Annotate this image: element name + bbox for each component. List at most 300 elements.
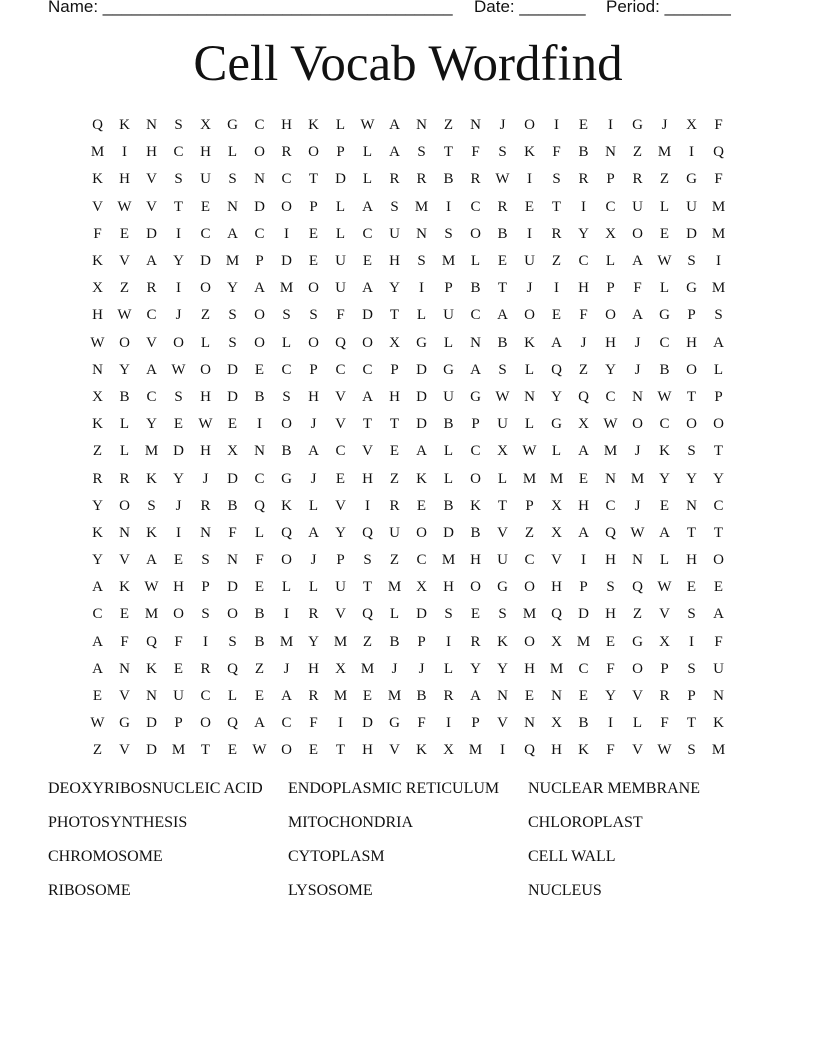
grid-letter[interactable]: J [310,552,317,569]
grid-letter[interactable]: M [144,606,159,623]
grid-letter[interactable]: Q [281,524,292,541]
grid-letter[interactable]: X [686,117,697,134]
grid-letter[interactable]: L [281,334,292,351]
grid-letter[interactable]: R [200,497,211,514]
grid-letter[interactable]: M [387,688,402,705]
grid-letter[interactable]: H [119,171,130,188]
grid-letter[interactable]: K [146,470,157,487]
grid-letter[interactable]: W [495,388,510,405]
grid-letter[interactable]: P [336,552,345,569]
grid-letter[interactable]: U [443,307,454,324]
period-field[interactable]: Period: _______ [606,0,731,16]
grid-letter[interactable]: T [686,524,697,541]
grid-letter[interactable]: A [362,198,373,215]
grid-letter[interactable]: N [146,688,157,705]
grid-letter[interactable]: Q [713,144,724,161]
grid-letter[interactable]: K [92,524,103,541]
grid-letter[interactable]: K [416,470,427,487]
grid-letter[interactable]: L [227,144,238,161]
grid-letter[interactable]: C [470,198,481,215]
grid-letter[interactable]: I [527,225,532,242]
grid-letter[interactable]: S [417,253,426,270]
grid-letter[interactable]: Z [389,552,400,569]
grid-letter[interactable]: L [308,497,319,514]
grid-letter[interactable]: N [146,117,157,134]
grid-letter[interactable]: R [443,688,454,705]
grid-letter[interactable]: N [119,660,130,677]
grid-letter[interactable]: P [255,253,264,270]
grid-letter[interactable]: A [578,443,589,460]
grid-letter[interactable]: G [659,307,670,324]
grid-letter[interactable]: B [416,688,427,705]
grid-letter[interactable]: A [470,361,481,378]
grid-letter[interactable]: S [552,171,561,188]
grid-letter[interactable]: E [335,470,346,487]
grid-letter[interactable]: O [713,416,724,433]
grid-letter[interactable]: C [713,497,724,514]
grid-letter[interactable]: M [387,579,402,596]
grid-letter[interactable]: K [92,416,103,433]
grid-letter[interactable]: B [443,416,454,433]
grid-letter[interactable]: V [551,552,562,569]
grid-letter[interactable]: R [389,497,400,514]
grid-letter[interactable]: W [198,416,213,433]
grid-letter[interactable]: W [117,307,132,324]
grid-letter[interactable]: E [389,443,400,460]
grid-letter[interactable]: E [254,579,265,596]
grid-letter[interactable]: B [281,443,292,460]
grid-letter[interactable]: L [389,606,400,623]
grid-letter[interactable]: G [443,361,454,378]
grid-letter[interactable]: D [146,742,157,759]
grid-letter[interactable]: I [446,198,451,215]
grid-letter[interactable]: C [659,334,670,351]
grid-letter[interactable]: D [227,361,238,378]
grid-letter[interactable]: W [657,253,672,270]
grid-letter[interactable]: G [497,579,508,596]
grid-letter[interactable]: E [308,742,319,759]
grid-letter[interactable]: J [283,660,290,677]
grid-letter[interactable]: C [146,388,157,405]
grid-letter[interactable]: L [443,470,454,487]
grid-letter[interactable]: J [310,470,317,487]
grid-letter[interactable]: F [606,660,615,677]
grid-letter[interactable]: H [605,334,616,351]
grid-letter[interactable]: K [524,144,535,161]
grid-letter[interactable]: O [119,334,130,351]
grid-letter[interactable]: M [333,688,348,705]
grid-letter[interactable]: E [119,606,130,623]
grid-letter[interactable]: R [146,280,157,297]
grid-letter[interactable]: C [470,307,481,324]
grid-letter[interactable]: K [416,742,427,759]
grid-letter[interactable]: B [470,280,481,297]
grid-letter[interactable]: N [416,117,427,134]
grid-letter[interactable]: V [335,497,346,514]
grid-letter[interactable]: X [578,416,589,433]
grid-letter[interactable]: K [308,117,319,134]
grid-letter[interactable]: A [92,633,103,650]
grid-letter[interactable]: A [254,715,265,732]
grid-letter[interactable]: M [360,660,375,677]
grid-letter[interactable]: M [144,443,159,460]
grid-letter[interactable]: Y [497,660,508,677]
grid-letter[interactable]: S [201,606,210,623]
grid-letter[interactable]: C [416,552,427,569]
grid-letter[interactable]: L [659,280,670,297]
grid-letter[interactable]: J [634,497,641,514]
grid-letter[interactable]: U [524,253,535,270]
grid-letter[interactable]: V [119,742,130,759]
grid-letter[interactable]: F [93,225,102,242]
grid-letter[interactable]: H [605,552,616,569]
grid-letter[interactable]: L [497,470,508,487]
grid-letter[interactable]: M [576,633,591,650]
grid-letter[interactable]: O [362,334,373,351]
grid-letter[interactable]: E [362,253,373,270]
grid-letter[interactable]: H [92,307,103,324]
grid-letter[interactable]: Q [92,117,103,134]
grid-letter[interactable]: A [92,579,103,596]
grid-letter[interactable]: H [200,443,211,460]
grid-letter[interactable]: I [608,715,613,732]
grid-letter[interactable]: J [634,443,641,460]
grid-letter[interactable]: O [173,334,184,351]
grid-letter[interactable]: F [606,742,615,759]
grid-letter[interactable]: B [578,715,589,732]
grid-letter[interactable]: J [310,416,317,433]
grid-letter[interactable]: S [444,225,453,242]
grid-letter[interactable]: R [119,470,130,487]
grid-letter[interactable]: R [281,144,292,161]
grid-letter[interactable]: K [470,497,481,514]
grid-letter[interactable]: D [254,198,265,215]
grid-letter[interactable]: S [498,144,507,161]
grid-letter[interactable]: V [632,688,643,705]
grid-letter[interactable]: D [173,443,184,460]
grid-letter[interactable]: H [686,552,697,569]
grid-letter[interactable]: L [416,307,427,324]
grid-letter[interactable]: M [549,660,564,677]
grid-letter[interactable]: V [632,742,643,759]
grid-letter[interactable]: C [92,606,103,623]
grid-letter[interactable]: B [659,361,670,378]
grid-letter[interactable]: C [281,361,292,378]
grid-letter[interactable]: J [634,334,641,351]
grid-letter[interactable]: H [578,280,589,297]
grid-letter[interactable]: F [174,633,183,650]
grid-letter[interactable]: F [714,633,723,650]
grid-letter[interactable]: V [659,606,670,623]
grid-letter[interactable]: B [470,524,481,541]
grid-letter[interactable]: P [687,688,696,705]
grid-letter[interactable]: P [336,144,345,161]
grid-letter[interactable]: V [335,388,346,405]
grid-letter[interactable]: O [524,117,535,134]
grid-letter[interactable]: F [255,552,264,569]
grid-letter[interactable]: O [524,579,535,596]
grid-letter[interactable]: D [227,388,238,405]
grid-letter[interactable]: M [90,144,105,161]
grid-letter[interactable]: I [338,715,343,732]
grid-letter[interactable]: I [500,742,505,759]
grid-letter[interactable]: H [389,388,400,405]
grid-letter[interactable]: N [713,688,724,705]
grid-letter[interactable]: R [659,688,670,705]
grid-letter[interactable]: H [362,470,373,487]
grid-letter[interactable]: F [714,117,723,134]
grid-letter[interactable]: E [254,361,265,378]
grid-letter[interactable]: D [416,388,427,405]
grid-letter[interactable]: H [281,117,292,134]
grid-letter[interactable]: X [389,334,400,351]
grid-letter[interactable]: R [308,606,319,623]
grid-letter[interactable]: S [228,307,237,324]
grid-letter[interactable]: U [632,198,643,215]
grid-letter[interactable]: F [228,524,237,541]
grid-letter[interactable]: Q [335,334,346,351]
grid-letter[interactable]: Y [92,497,103,514]
grid-letter[interactable]: M [441,552,456,569]
grid-letter[interactable]: C [146,307,157,324]
grid-letter[interactable]: U [497,416,508,433]
grid-letter[interactable]: I [554,280,559,297]
grid-letter[interactable]: U [335,579,346,596]
grid-letter[interactable]: A [551,334,562,351]
grid-letter[interactable]: A [713,334,724,351]
grid-letter[interactable]: B [254,633,265,650]
grid-letter[interactable]: P [201,579,210,596]
grid-letter[interactable]: O [200,280,211,297]
grid-letter[interactable]: A [713,606,724,623]
grid-letter[interactable]: U [713,660,724,677]
grid-letter[interactable]: O [416,524,427,541]
grid-letter[interactable]: N [119,524,130,541]
grid-letter[interactable]: A [92,660,103,677]
grid-letter[interactable]: T [389,416,400,433]
grid-letter[interactable]: W [171,361,186,378]
grid-letter[interactable]: Y [578,225,589,242]
grid-letter[interactable]: S [282,307,291,324]
grid-letter[interactable]: Y [119,361,130,378]
grid-letter[interactable]: I [581,198,586,215]
grid-letter[interactable]: C [200,688,211,705]
grid-letter[interactable]: O [254,144,265,161]
grid-letter[interactable]: B [443,497,454,514]
grid-letter[interactable]: I [419,280,424,297]
grid-letter[interactable]: S [687,443,696,460]
grid-letter[interactable]: N [227,198,238,215]
grid-letter[interactable]: A [308,524,319,541]
grid-letter[interactable]: E [659,497,670,514]
grid-letter[interactable]: D [362,715,373,732]
grid-letter[interactable]: O [524,633,535,650]
grid-letter[interactable]: U [335,253,346,270]
grid-letter[interactable]: C [200,225,211,242]
grid-letter[interactable]: V [497,715,508,732]
grid-letter[interactable]: D [227,470,238,487]
grid-letter[interactable]: I [203,633,208,650]
grid-letter[interactable]: G [686,171,697,188]
grid-letter[interactable]: V [362,443,373,460]
grid-letter[interactable]: N [227,552,238,569]
grid-letter[interactable]: T [362,416,373,433]
grid-letter[interactable]: G [389,715,400,732]
grid-letter[interactable]: E [227,742,238,759]
grid-letter[interactable]: P [417,633,426,650]
grid-letter[interactable]: U [389,225,400,242]
grid-letter[interactable]: A [470,688,481,705]
grid-letter[interactable]: Y [227,280,238,297]
grid-letter[interactable]: S [606,579,615,596]
grid-letter[interactable]: I [554,117,559,134]
grid-letter[interactable]: D [443,524,454,541]
grid-letter[interactable]: C [605,497,616,514]
grid-letter[interactable]: A [497,307,508,324]
grid-letter[interactable]: I [122,144,127,161]
grid-letter[interactable]: H [308,660,319,677]
grid-letter[interactable]: L [335,198,346,215]
grid-letter[interactable]: K [713,715,724,732]
grid-letter[interactable]: P [660,660,669,677]
grid-letter[interactable]: O [686,361,697,378]
grid-letter[interactable]: D [200,253,211,270]
grid-letter[interactable]: S [282,388,291,405]
grid-letter[interactable]: Z [632,606,643,623]
grid-letter[interactable]: H [200,388,211,405]
grid-letter[interactable]: I [527,171,532,188]
grid-letter[interactable]: W [630,524,645,541]
grid-letter[interactable]: A [146,552,157,569]
grid-letter[interactable]: V [119,688,130,705]
grid-letter[interactable]: J [175,497,182,514]
grid-letter[interactable]: B [443,171,454,188]
grid-letter[interactable]: K [146,660,157,677]
grid-letter[interactable]: Z [200,307,211,324]
grid-letter[interactable]: G [632,117,643,134]
grid-letter[interactable]: M [441,253,456,270]
grid-letter[interactable]: I [716,253,721,270]
grid-letter[interactable]: R [497,198,508,215]
grid-letter[interactable]: O [308,334,319,351]
grid-letter[interactable]: V [497,524,508,541]
grid-letter[interactable]: S [498,361,507,378]
grid-letter[interactable]: T [551,198,562,215]
grid-letter[interactable]: V [335,416,346,433]
grid-letter[interactable]: S [687,253,696,270]
grid-letter[interactable]: E [308,225,319,242]
grid-letter[interactable]: M [522,470,537,487]
grid-letter[interactable]: F [633,280,642,297]
grid-letter[interactable]: E [524,198,535,215]
grid-letter[interactable]: Y [335,524,346,541]
grid-letter[interactable]: Y [173,253,184,270]
grid-letter[interactable]: U [443,388,454,405]
grid-letter[interactable]: Q [362,524,373,541]
grid-letter[interactable]: S [687,660,696,677]
grid-letter[interactable]: H [146,144,157,161]
grid-letter[interactable]: O [470,225,481,242]
grid-letter[interactable]: T [173,198,184,215]
grid-letter[interactable]: R [308,688,319,705]
grid-letter[interactable]: M [657,144,672,161]
grid-letter[interactable]: W [657,388,672,405]
grid-letter[interactable]: W [522,443,537,460]
grid-letter[interactable]: Y [686,470,697,487]
grid-letter[interactable]: E [119,225,130,242]
grid-letter[interactable]: Z [362,633,373,650]
grid-letter[interactable]: V [146,198,157,215]
grid-letter[interactable]: Z [119,280,130,297]
grid-letter[interactable]: N [605,470,616,487]
grid-letter[interactable]: N [92,361,103,378]
grid-letter[interactable]: L [119,443,130,460]
grid-letter[interactable]: B [254,388,265,405]
grid-letter[interactable]: M [225,253,240,270]
grid-letter[interactable]: T [713,443,724,460]
grid-letter[interactable]: E [173,552,184,569]
grid-letter[interactable]: Y [92,552,103,569]
grid-letter[interactable]: S [687,606,696,623]
grid-letter[interactable]: A [578,524,589,541]
grid-letter[interactable]: M [333,633,348,650]
grid-letter[interactable]: A [632,307,643,324]
grid-letter[interactable]: W [90,334,105,351]
grid-letter[interactable]: C [578,253,589,270]
grid-letter[interactable]: Z [92,443,103,460]
grid-letter[interactable]: O [605,307,616,324]
grid-letter[interactable]: M [711,225,726,242]
grid-letter[interactable]: Q [227,660,238,677]
grid-letter[interactable]: W [90,715,105,732]
grid-letter[interactable]: N [254,443,265,460]
grid-letter[interactable]: M [522,606,537,623]
grid-letter[interactable]: D [335,171,346,188]
grid-letter[interactable]: O [632,225,643,242]
grid-letter[interactable]: N [416,225,427,242]
grid-letter[interactable]: D [362,307,373,324]
grid-letter[interactable]: Y [308,633,319,650]
grid-letter[interactable]: T [497,497,508,514]
grid-letter[interactable]: M [171,742,186,759]
grid-letter[interactable]: Q [254,497,265,514]
grid-letter[interactable]: L [335,117,346,134]
grid-letter[interactable]: C [173,144,184,161]
grid-letter[interactable]: J [499,117,506,134]
grid-letter[interactable]: Y [659,470,670,487]
grid-letter[interactable]: V [146,334,157,351]
grid-letter[interactable]: Y [605,361,616,378]
grid-letter[interactable]: E [524,688,535,705]
grid-letter[interactable]: N [200,524,211,541]
grid-letter[interactable]: Y [389,280,400,297]
grid-letter[interactable]: P [444,280,453,297]
grid-letter[interactable]: K [92,253,103,270]
grid-letter[interactable]: O [470,470,481,487]
grid-letter[interactable]: A [659,524,670,541]
grid-letter[interactable]: P [471,715,480,732]
grid-letter[interactable]: J [202,470,209,487]
grid-letter[interactable]: S [201,552,210,569]
grid-letter[interactable]: K [119,117,130,134]
grid-letter[interactable]: I [446,633,451,650]
grid-letter[interactable]: I [176,225,181,242]
grid-letter[interactable]: S [390,198,399,215]
grid-letter[interactable]: H [470,552,481,569]
grid-letter[interactable]: J [526,280,533,297]
grid-letter[interactable]: R [416,171,427,188]
grid-letter[interactable]: B [497,225,508,242]
